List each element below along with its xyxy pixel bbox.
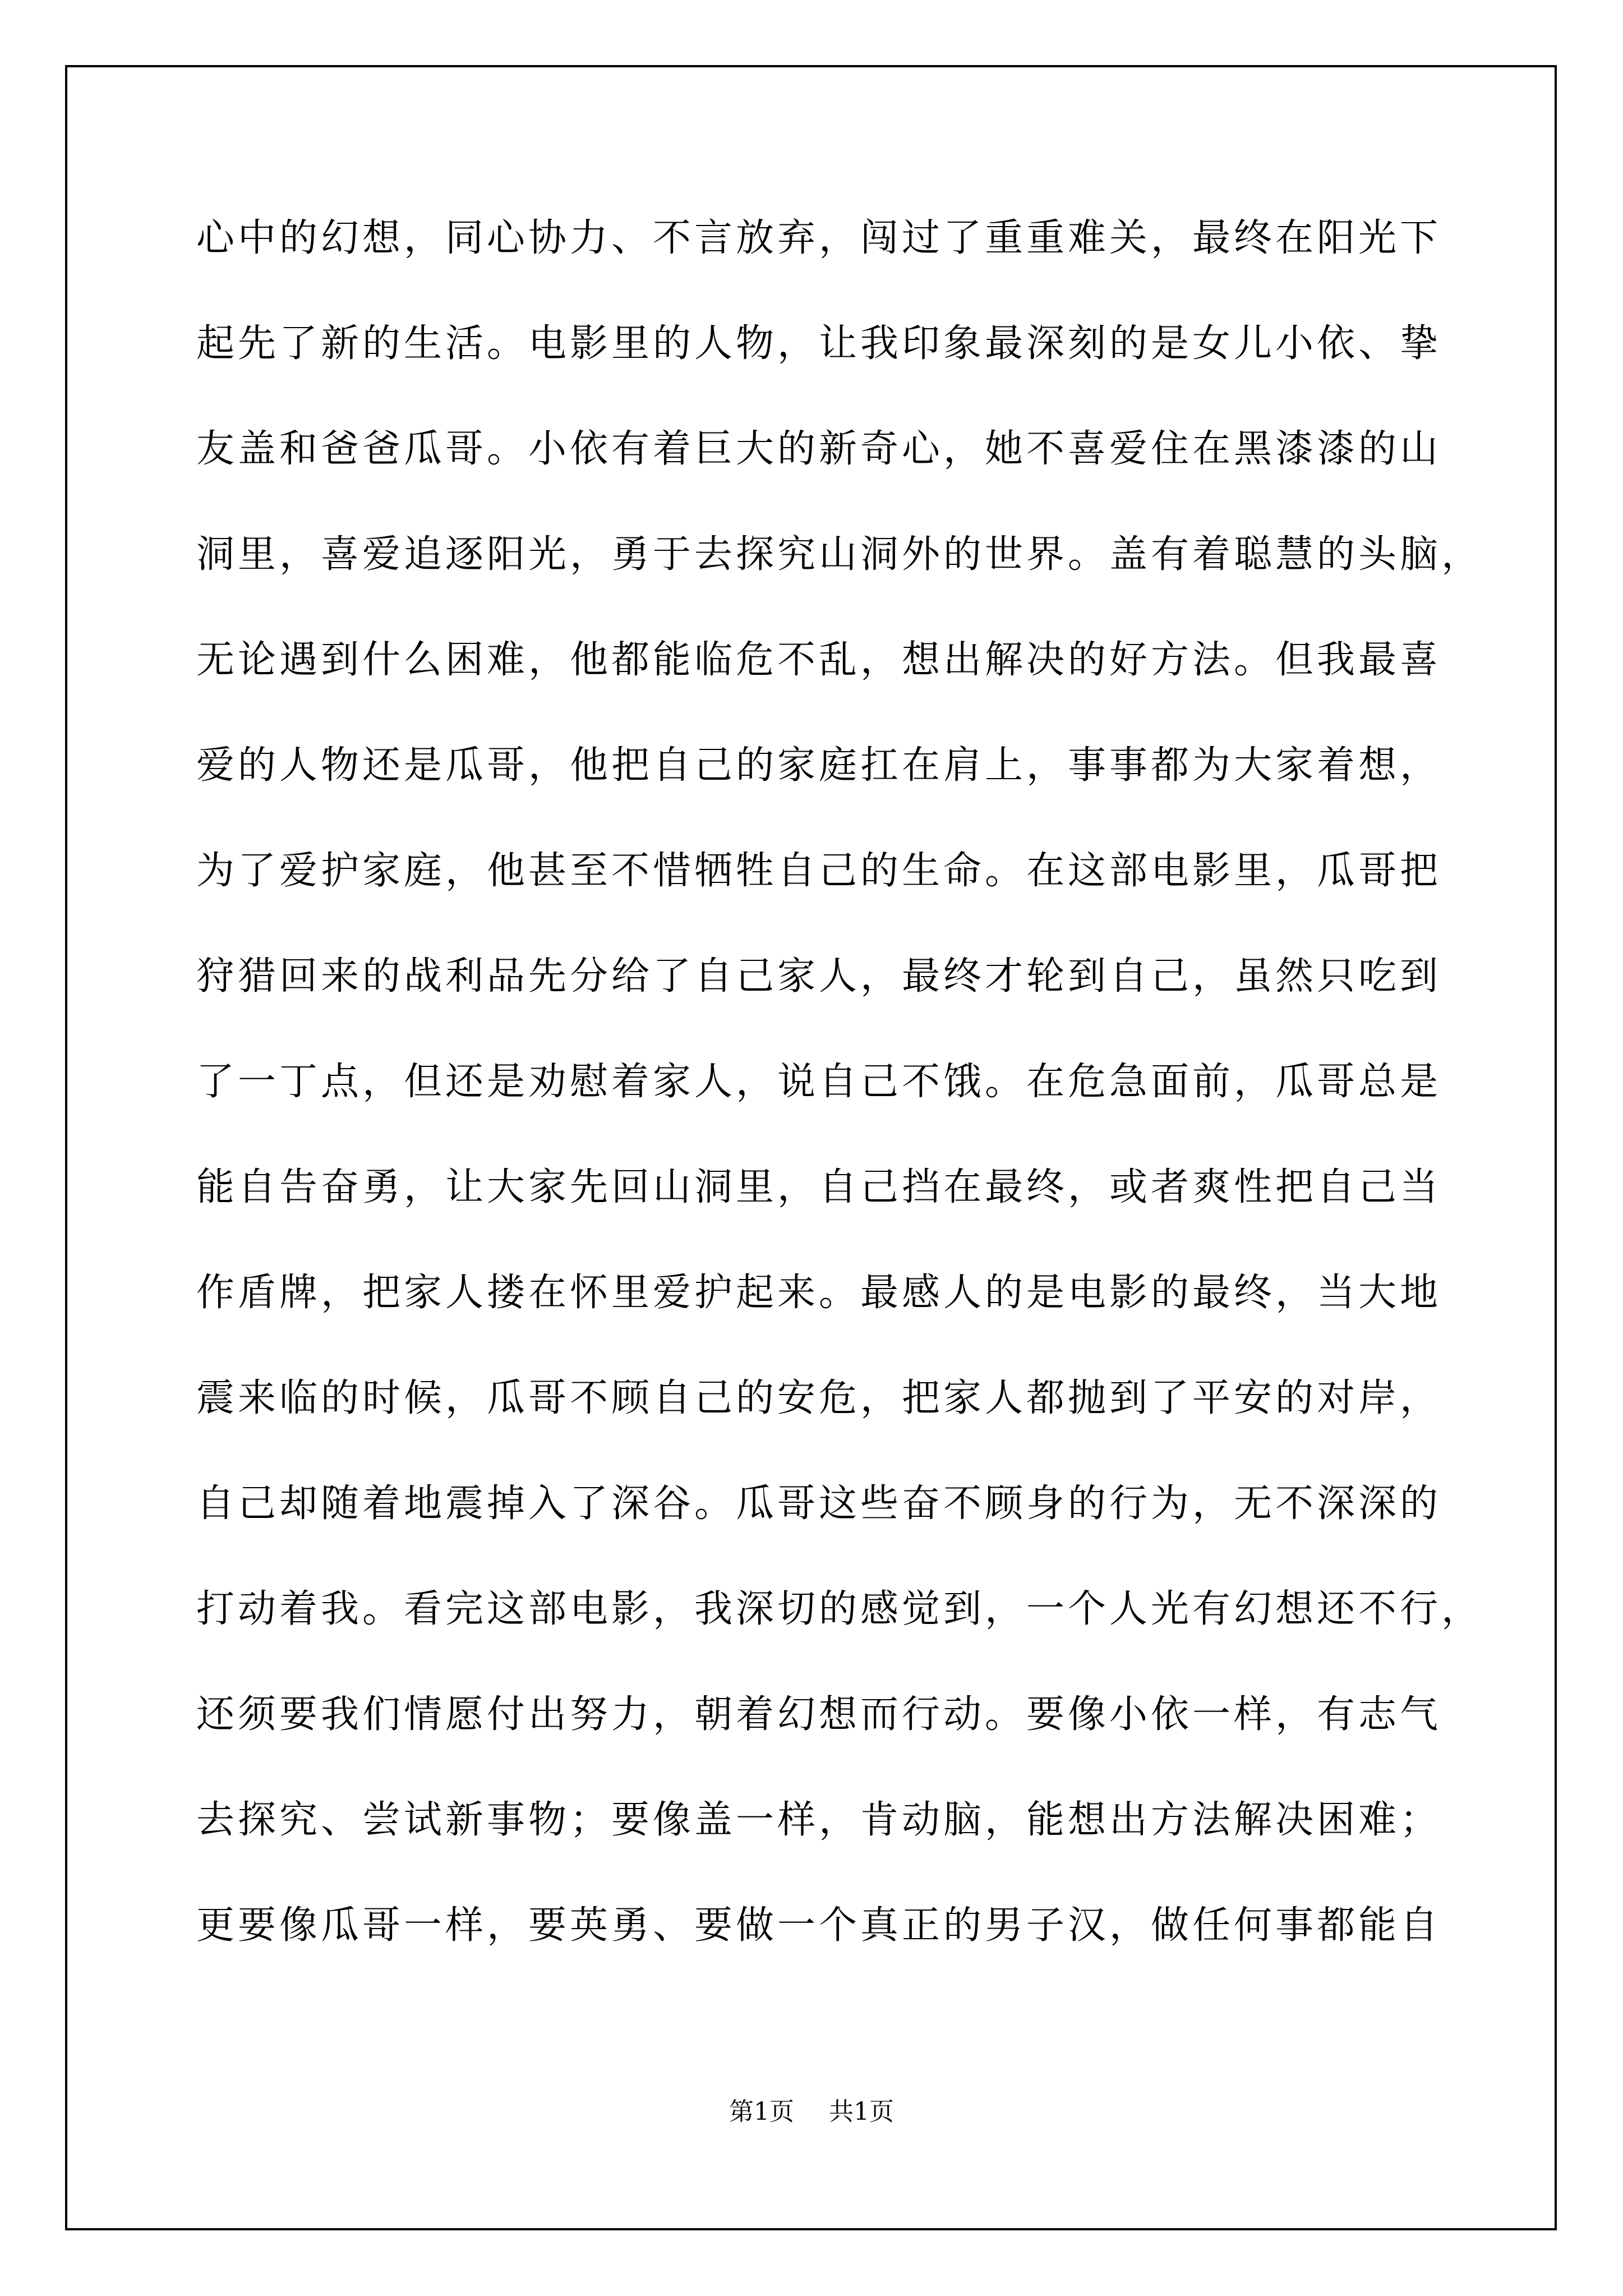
text-line: 去探究、尝试新事物；要像盖一样，肯动脑，能想出方法解决困难； (196, 1798, 1442, 1842)
text-line: 了一丁点，但还是劝慰着家人，说自己不饿。在危急面前，瓜哥总是 (196, 1060, 1442, 1104)
text-line: 心中的幻想，同心协力、不言放弃，闯过了重重难关，最终在阳光下 (196, 216, 1442, 260)
text-line: 起先了新的生活。电影里的人物，让我印象最深刻的是女儿小依、挚 (196, 321, 1442, 366)
text-line: 更要像瓜哥一样，要英勇、要做一个真正的男子汉，做任何事都能自 (196, 1903, 1442, 1948)
text-line: 还须要我们情愿付出努力，朝着幻想而行动。要像小依一样，有志气 (196, 1692, 1442, 1737)
document-body (196, 210, 1483, 2003)
text-line: 为了爱护家庭，他甚至不惜牺牲自己的生命。在这部电影里，瓜哥把 (196, 849, 1442, 893)
page-number: 第1页 (729, 2097, 794, 2126)
text-line: 友盖和爸爸瓜哥。小依有着巨大的新奇心，她不喜爱住在黑漆漆的山 (196, 427, 1442, 471)
text-line: 震来临的时候，瓜哥不顾自己的安危，把家人都抛到了平安的对岸， (196, 1376, 1442, 1420)
text-line: 无论遇到什么困难，他都能临危不乱，想出解决的好方法。但我最喜 (196, 638, 1442, 682)
text-line: 作盾牌，把家人搂在怀里爱护起来。最感人的是电影的最终，当大地 (196, 1271, 1442, 1315)
page-total: 共1页 (829, 2097, 894, 2126)
text-line: 打动着我。看完这部电影，我深切的感觉到，一个人光有幻想还不行， (196, 1587, 1483, 1631)
text-line: 自己却随着地震掉入了深谷。瓜哥这些奋不顾身的行为，无不深深的 (196, 1481, 1442, 1526)
text-line: 爱的人物还是瓜哥，他把自己的家庭扛在肩上，事事都为大家着想， (196, 743, 1442, 788)
text-line: 狩猎回来的战利品先分给了自己家人，最终才轮到自己，虽然只吃到 (196, 954, 1442, 999)
page-footer (0, 2091, 1623, 2127)
text-line: 洞里，喜爱追逐阳光，勇于去探究山洞外的世界。盖有着聪慧的头脑， (196, 532, 1483, 577)
text-line: 能自告奋勇，让大家先回山洞里，自己挡在最终，或者爽性把自己当 (196, 1165, 1442, 1209)
